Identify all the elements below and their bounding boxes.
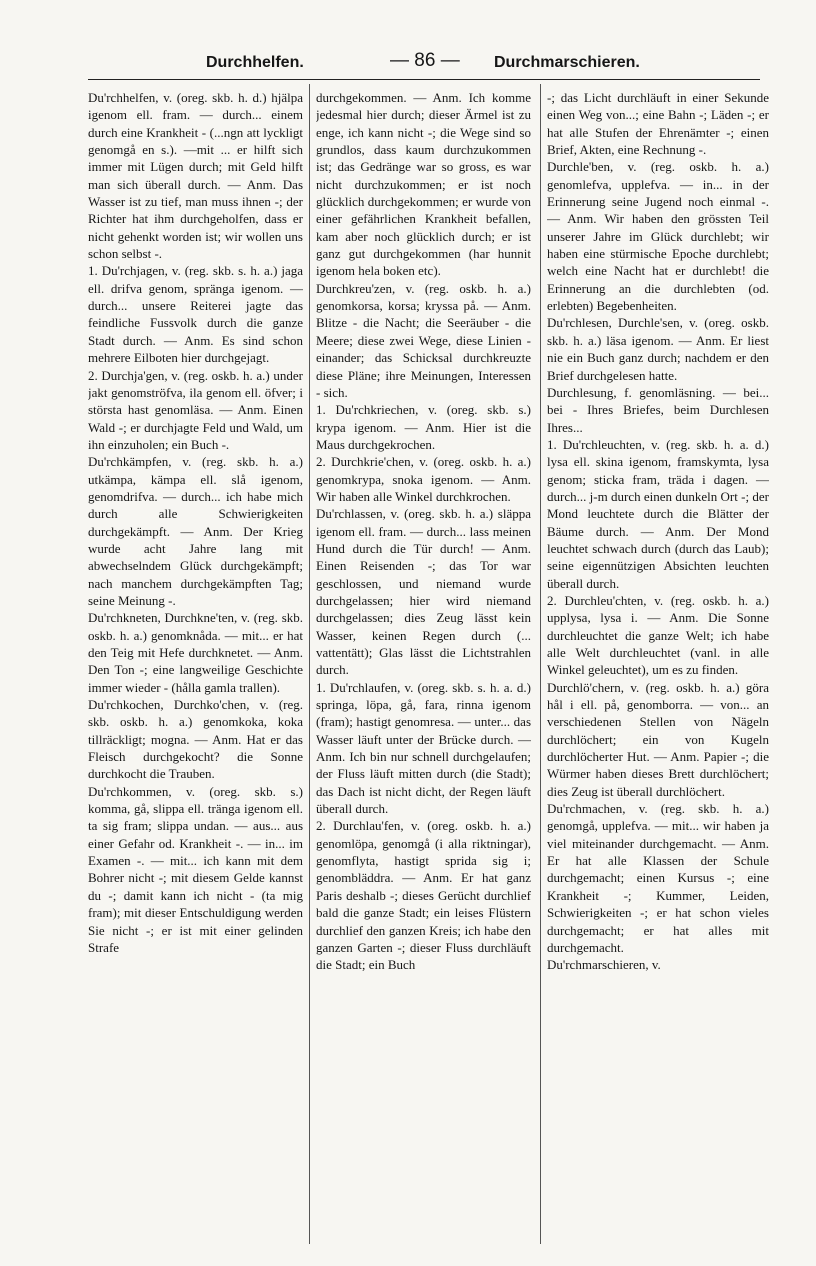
dictionary-entry: Du'rchlassen, v. (oreg. skb. h. a.) släppa igenom ell. fram. — durch... lass meinen Hund durch die Tür durch! — Anm. Einen Reisenden -; das Tor war geschlossen, und niemand wurde durchgelassen; hier wird niemand durchgelassen; dies Zeug lässt kein Wasser, keinen Regen durch (... vattentätt); Glas lässt die Lichtstrahlen durch. (316, 506, 531, 678)
dictionary-entry: 1. Du'rchleuchten, v. (reg. skb. h. a. d.) lysa ell. skina igenom, framskymta, lysa genom; sticka fram, träda i dagen. — durch... j-m durch einen dunkeln Ort -; der Mond leuchtete durch die Blätter der Bäume durch. — Anm. Der Mond leuchtet schwach durch (durch das Laub); seine eigennützigen Absichten leuchten überall durch. (547, 436, 769, 591)
column-divider (540, 84, 541, 1244)
dictionary-entry: Du'rchkneten, Durchkne'ten, v. (reg. skb. oskb. h. a.) genomknåda. — mit... er hat den Teig mit Hefe durchknetet. — Anm. Den Ton -; eine langweilige Geschichte immer wieder - (hålla gamla trallen). (88, 610, 303, 695)
column-right (547, 89, 769, 1239)
dictionary-entry: Durchlö'chern, v. (reg. oskb. h. a.) göra hål i ell. på, genomborra. — von... an verschiedenen Stellen von Nägeln durchlöchert; ein von Kugeln durchlöcherter Hut. — Anm. Papier -; die Würmer haben dieses Brett durchlöchert; dies Zeug ist überall durchlöchert. (547, 679, 769, 799)
dictionary-entry: 1. Du'rchjagen, v. (reg. skb. s. h. a.) jaga ell. drifva genom, spränga igenom. — durch... unsere Reiterei jagte das feindliche Fussvolk durch die ganze Stadt durch. — Anm. Es sind schon mehrere Eilboten hier durchgejagt. (88, 263, 303, 366)
header-right-guide-word: Durchmarschieren. (494, 54, 640, 71)
dictionary-entry: 1. Du'rchlaufen, v. (oreg. skb. s. h. a. d.) springa, löpa, gå, fara, rinna igenom (fram); hastigt genomresa. — unter... das Wasser läuft unter der Brücke durch. — Anm. Ich bin nur schnell durchgelaufen; der Fluss läuft mitten durch (die Stadt); das Dach ist nicht dicht, der Regen läuft überall durch. (316, 679, 531, 817)
dictionary-entry: 1. Du'rchkriechen, v. (oreg. skb. s.) krypa igenom. — Anm. Hier ist die Maus durchgekrochen. (316, 402, 531, 452)
dictionary-entry: Du'rchkochen, Durchko'chen, v. (reg. skb. oskb. h. a.) genomkoka, koka tillräckligt; mogna. — Anm. Hat er das Fleisch durchgekocht? die Sonne durchkocht die Trauben. (88, 697, 303, 782)
dictionary-entry: Du'rchkämpfen, v. (reg. skb. h. a.) utkämpa, kämpa ell. slå igenom, genomdrifva. — durch... ich habe mich durch alle Schwierigkeiten durchgekämpft. — Anm. Der Krieg wurde acht Jahre lang mit abwechselndem Glück durchgekämpft; nach manchem durchgekämpften Tag; seine Meinung -. (88, 454, 303, 608)
header-left-guide-word: Durchhelfen. (206, 54, 304, 71)
page-number: — 86 — (390, 50, 460, 71)
dictionary-entry: 2. Durchja'gen, v. (reg. oskb. h. a.) under jakt genomströfva, ila genom ell. öfver; i största hast genomläsa. — Anm. Einen Wald -; er durchjagte Feld und Wald, um ihn einzuholen; ein Buch -. (88, 367, 303, 452)
column-left (88, 89, 303, 1239)
dictionary-entry: Du'rchlesen, Durchle'sen, v. (oreg. oskb. skb. h. a.) läsa igenom. — Anm. Er liest nie ein Buch ganz durch; nachdem er den Brief durchgelesen hatte. (547, 315, 769, 383)
dictionary-entry: 2. Durchlau'fen, v. (oreg. oskb. h. a.) genomlöpa, genomgå (i alla riktningar), genomflyta, hastigt sprida sig i; genombläddra. — Anm. Er hat ganz Paris deshalb -; dieses Gerücht durchlief bald die ganze Stadt; ein leises Flüstern durchlief den ganzen Kreis; ich habe den ganzen Garten -; dieser Fluss durchläuft die Stadt; ein Buch (316, 818, 531, 973)
dictionary-entry: Durchkreu'zen, v. (reg. oskb. h. a.) genomkorsa, korsa; kryssa på. — Anm. Blitze - die Nacht; die Seeräuber - die Meere; diese zwei Wege, diese Linien - einander; das Schicksal durchkreuzte diese Pläne; ihre Meinungen, Interessen - sich. (316, 280, 531, 400)
header-rule (88, 79, 760, 80)
dictionary-entry: 2. Durchleu'chten, v. (reg. oskb. h. a.) upplysa, lysa i. — Anm. Die Sonne durchleuchtet die ganze Welt; ich habe alle Welt durchleuchtet (vanl. in alle Winkel geleuchtet), um es zu finden. (547, 592, 769, 678)
column-middle (316, 89, 531, 1239)
dictionary-entry: durchgekommen. — Anm. Ich komme jedesmal hier durch; dieser Ärmel ist zu enge, ich kann nicht -; die Wege sind so grundlos, dass kaum durchzukommen ist; das Gedränge war so gross, es war nicht durchzukommen; er ist noch glücklich durchgekommen; er wurde von einer gefährlichen Krankheit befallen, kam aber noch glücklich durch; er ist ganz gut durchgekommen (har hunnit igenom hela boken etc). (316, 90, 531, 279)
dictionary-entry: Du'rchhelfen, v. (oreg. skb. h. d.) hjälpa igenom ell. fram. — durch... einem durch eine Krankheit - (...ngn att lyckligt genomgå en s.). —mit ... er hilft sich immer mit Lügen durch; mit Geld hilft man sich überall durch. — Anm. Das Wasser ist zu tief, man muss ihnen -; der Richter hat ihm durchgeholfen, dass er nicht gehenkt worden ist; wir wollen uns schon selbst -. (88, 90, 303, 262)
dictionary-entry: 2. Durchkrie'chen, v. (oreg. oskb. h. a.) genomkrypa, snoka igenom. — Anm. Wir haben alle Winkel durchkrochen. (316, 454, 531, 504)
dictionary-entry: Du'rchmarschieren, v. (547, 957, 661, 973)
column-divider (309, 84, 310, 1244)
dictionary-entry: Du'rchmachen, v. (reg. skb. h. a.) genomgå, upplefva. — mit... wir haben ja viel miteinander durchgemacht. — Anm. Er hat alle Klassen der Schule durchgemacht; einen Kursus -; eine Krankheit -; Kummer, Leiden, Schwierigkeiten -; er hat schon vieles durchgemacht; er hat alles mit durchgemacht. (547, 801, 769, 955)
dictionary-entry: Durchlesung, f. genomläsning. — bei... bei - Ihres Briefes, beim Durchlesen Ihres... (547, 384, 769, 435)
dictionary-entry: -; das Licht durchläuft in einer Sekunde einen Weg von...; eine Bahn -; Läden -; er hat alle Stufen der Ehrenämter -; einen Brief, Akten, eine Rechnung -. (547, 90, 769, 158)
page-header (88, 50, 756, 80)
dictionary-entry: Durchle'ben, v. (reg. oskb. h. a.) genomlefva, upplefva. — in... in der Erinnerung seine Jugend noch einmal -. — Anm. Wir haben den grössten Teil unserer Jahre im Glück durchlebt; wir haben eine stürmische Epoche durchlebt; welch eine Nacht hat er durchlebt! die Erinnerung an die durchlebten (od. erlebten) Begebenheiten. (547, 159, 769, 314)
dictionary-entry: Du'rchkommen, v. (oreg. skb. s.) komma, gå, slippa ell. tränga igenom ell. ta sig fram; slippa undan. — aus... aus einer Gefahr od. Krankheit -. — in... im Examen -. — mit... ich kann mit dem Bohrer nicht -; mit diesem Gelde kannst du -; damit kann ich nicht - (ta mig fram); mit dieser Entschuldigung werden Sie nicht -; er ist mit einer gelinden Strafe (88, 783, 303, 955)
